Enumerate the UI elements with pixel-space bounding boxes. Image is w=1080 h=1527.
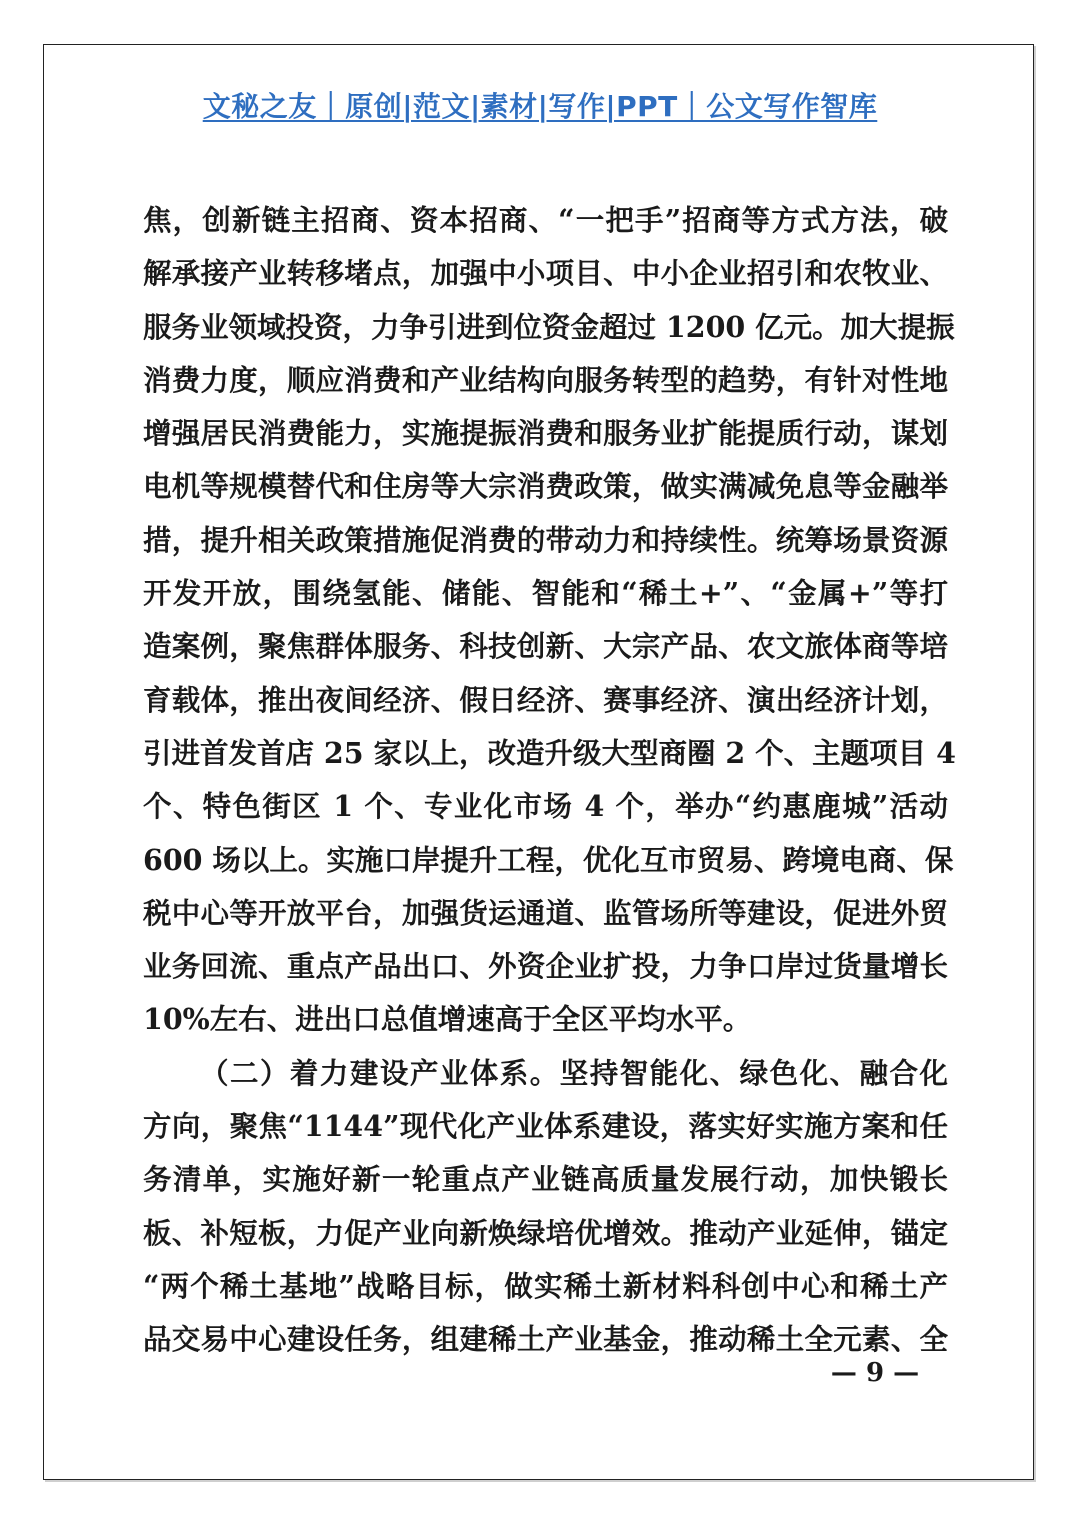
text-line: 方向，聚焦“1144”现代化产业体系建设，落实好实施方案和任 — [143, 1109, 948, 1144]
document-body — [143, 194, 956, 1367]
text-line: 板、补短板，力促产业向新焕绿培优增效。推动产业延伸，锚定 — [143, 1215, 948, 1250]
text-line: 焦，创新链主招商、资本招商、“一把手”招商等方式方法，破 — [143, 203, 948, 237]
text-line: 600 场以上。实施口岸提升工程，优化互市贸易、跨境电商、保 — [143, 842, 954, 877]
page-number: — 9 — — [830, 1358, 920, 1388]
text-line: 个、特色街区 1 个、专业化市场 4 个，举办“约惠鹿城”活动 — [143, 789, 948, 824]
text-line: 育载体，推出夜间经济、假日经济、赛事经济、演出经济计划， — [143, 682, 948, 717]
text-line: 税中心等开放平台，加强货运通道、监管场所等建设，促进外贸 — [143, 895, 948, 930]
text-line: 消费力度，顺应消费和产业结构向服务转型的趋势，有针对性地 — [143, 362, 948, 397]
text-line: 10%左右、进出口总值增速高于全区平均水平。 — [143, 1002, 752, 1037]
text-line: 措，提升相关政策措施促消费的带动力和持续性。统筹场景资源 — [143, 522, 948, 557]
text-line: 品交易中心建设任务，组建稀土产业基金，推动稀土全元素、全 — [143, 1322, 948, 1357]
text-line: 解承接产业转移堵点，加强中小项目、中小企业招引和农牧业、 — [143, 256, 948, 291]
text-line: 引进首发首店 25 家以上，改造升级大型商圈 2 个、主题项目 4 — [143, 735, 956, 770]
text-line: 电机等规模替代和住房等大宗消费政策，做实满减免息等金融举 — [143, 469, 948, 504]
text-line: 开发开放，围绕氢能、储能、智能和“稀土+”、“金属+”等打 — [143, 576, 948, 611]
text-line: 业务回流、重点产品出口、外资企业扩投，力争口岸过货量增长 — [143, 949, 948, 984]
section-heading-line: （二）着力建设产业体系。坚持智能化、绿色化、融合化 — [200, 1055, 948, 1090]
text-line: 增强居民消费能力，实施提振消费和服务业扩能提质行动，谋划 — [143, 416, 948, 451]
text-line: 务清单，实施好新一轮重点产业链高质量发展行动，加快锻长 — [143, 1162, 948, 1197]
header-link[interactable]: 文秘之友｜原创|范文|素材|写作|PPT｜公文写作智库 — [202, 90, 878, 123]
text-line: “两个稀土基地”战略目标，做实稀土新材料科创中心和稀土产 — [143, 1268, 948, 1303]
text-line: 造案例，聚焦群体服务、科技创新、大宗产品、农文旅体商等培 — [143, 629, 948, 664]
text-line: 服务业领域投资，力争引进到位资金超过 1200 亿元。加大提振 — [143, 309, 955, 344]
